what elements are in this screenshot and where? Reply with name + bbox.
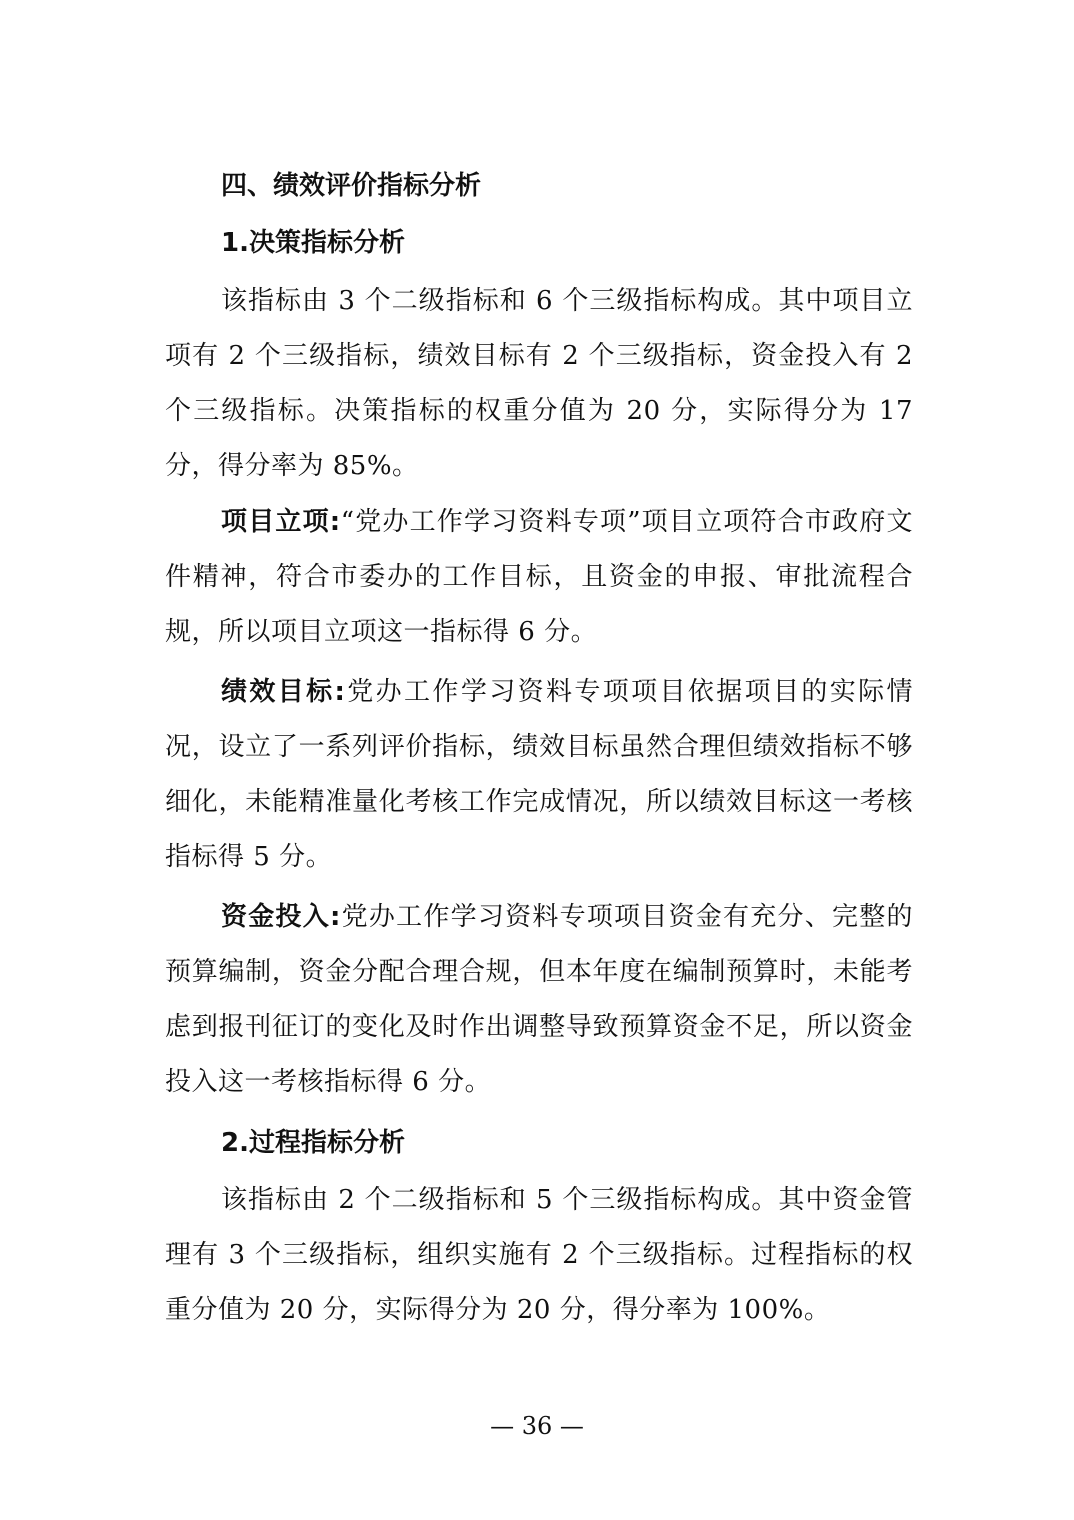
subsection-2-intro: 该指标由 2 个二级指标和 5 个三级指标构成。其中资金管理有 3 个三级指标，组织实施有 2 个三级指标。过程指标的权重分值为 20 分，实际得分为 20 分，得分率为 100%。 — [165, 1185, 913, 1325]
paragraph-performance-goal — [165, 665, 913, 885]
subsection-1-title: 1.决策指标分析 — [221, 228, 405, 258]
page-number: — 36 — — [490, 1412, 584, 1440]
paragraph-project-approval — [165, 495, 913, 660]
section-title: 四、绩效评价指标分析 — [221, 171, 482, 201]
subsection-1-intro: 该指标由 3 个二级指标和 6 个三级指标构成。其中项目立项有 2 个三级指标，绩效目标有 2 个三级指标，资金投入有 2 个三级指标。决策指标的权重分值为 20 分，实际得分为 17 分，得分率为 85%。 — [165, 286, 913, 481]
subsection-2-title: 2.过程指标分析 — [221, 1128, 405, 1158]
text-fund-input: 党办工作学习资料专项项目资金有充分、完整的预算编制，资金分配合理合规，但本年度在编制预算时，未能考虑到报刊征订的变化及时作出调整导致预算资金不足，所以资金投入这一考核指标得 6 分。 — [165, 902, 913, 1097]
paragraph-fund-input — [165, 890, 913, 1110]
lead-performance-goal: 绩效目标: — [221, 677, 346, 707]
lead-fund-input: 资金投入: — [221, 902, 341, 932]
lead-project-approval: 项目立项: — [221, 507, 341, 537]
text-performance-goal: 党办工作学习资料专项项目依据项目的实际情况，设立了一系列评价指标，绩效目标虽然合理但绩效指标不够细化，未能精准量化考核工作完成情况，所以绩效目标这一考核指标得 5 分。 — [165, 677, 913, 872]
text-project-approval: “党办工作学习资料专项”项目立项符合市政府文件精神，符合市委办的工作目标，且资金的申报、审批流程合规，所以项目立项这一指标得 6 分。 — [165, 507, 913, 647]
